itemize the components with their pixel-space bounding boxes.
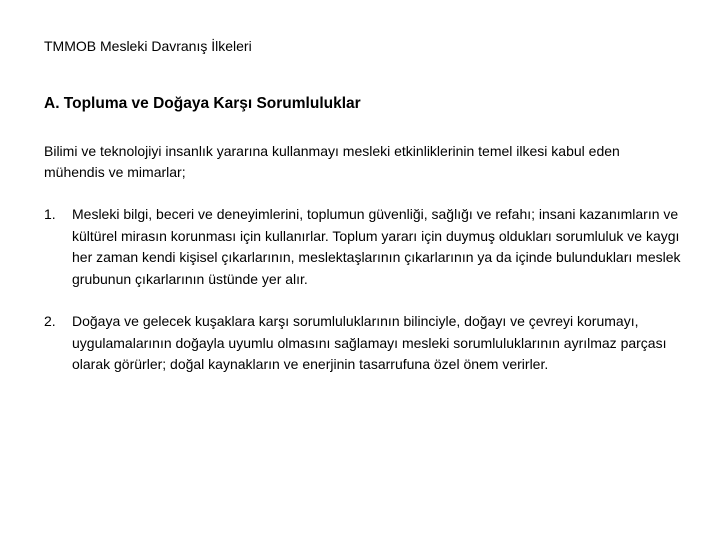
principle-item-1 — [44, 204, 684, 290]
principle-item-2 — [44, 311, 684, 376]
intro-paragraph: Bilimi ve teknolojiyi insanlık yararına kullanmayı mesleki etkinliklerinin temel ilkesi kabul eden mühendis ve mimarlar; — [44, 143, 620, 180]
principle-text: Doğaya ve gelecek kuşaklara karşı sorumluluklarının bilinciyle, doğayı ve çevreyi korumayı, uygulamalarının doğayla uyumlu olmasını sağlamayı mesleki sorumluluklarının ayrılmaz parçası olarak görürler; doğal kaynakların ve enerjinin tasarrufuna özel önem verirler. — [72, 313, 667, 372]
principle-number: 2. — [44, 313, 56, 329]
section-heading: A. Topluma ve Doğaya Karşı Sorumluluklar — [44, 95, 361, 112]
principles-list — [44, 204, 684, 397]
document-title: TMMOB Mesleki Davranış İlkeleri — [44, 38, 252, 54]
principle-number: 1. — [44, 206, 56, 222]
principle-text: Mesleki bilgi, beceri ve deneyimlerini, toplumun güvenliği, sağlığı ve refahı; insani kazanımların ve kültürel mirasın korunması için kullanırlar. Toplum yararı için duymuş oldukları sorumluluk ve kaygı her zaman kendi kişisel çıkarlarının, meslektaşlarının çıkarlarının ya da içinde bulundukları meslek grubunun çıkarlarının üstünde yer alır. — [72, 206, 681, 287]
